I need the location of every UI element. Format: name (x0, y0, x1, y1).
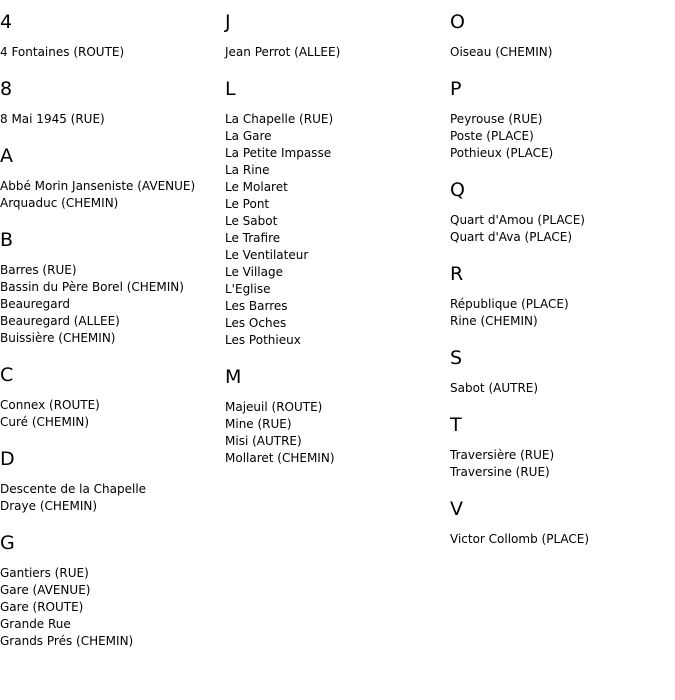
street-list (0, 397, 225, 431)
street-link[interactable]: Traversine (RUE) (450, 465, 550, 479)
street-link[interactable]: Beauregard (ALLEE) (0, 314, 120, 328)
letter-group (0, 144, 225, 212)
letter-heading: S (450, 347, 463, 369)
street-link[interactable]: La Chapelle (RUE) (225, 112, 334, 126)
street-link[interactable]: Quart d'Amou (PLACE) (450, 213, 585, 227)
letter-heading: C (0, 364, 14, 386)
street-link[interactable]: Peyrouse (RUE) (450, 112, 543, 126)
street-link[interactable]: Le Village (225, 265, 283, 279)
street-index-column-2 (225, 0, 450, 483)
street-link[interactable]: Misi (AUTRE) (225, 434, 302, 448)
street-list (225, 399, 450, 467)
street-link[interactable]: République (PLACE) (450, 297, 569, 311)
street-link[interactable]: Arquaduc (CHEMIN) (0, 196, 119, 210)
street-link[interactable]: Les Pothieux (225, 333, 301, 347)
street-link[interactable]: Poste (PLACE) (450, 129, 534, 143)
letter-heading: R (450, 263, 464, 285)
street-link[interactable]: Le Ventilateur (225, 248, 309, 262)
letter-heading: P (450, 78, 462, 100)
street-link[interactable]: Bassin du Père Borel (CHEMIN) (0, 280, 184, 294)
street-list (0, 481, 225, 515)
letter-group (0, 77, 225, 128)
letter-group (225, 77, 450, 349)
street-index-column-1 (0, 0, 225, 666)
street-link[interactable]: Barres (RUE) (0, 263, 77, 277)
street-list (225, 44, 450, 61)
letter-group (450, 77, 675, 162)
letter-heading: Q (450, 179, 465, 201)
letter-heading: O (450, 11, 465, 33)
street-link[interactable]: Les Oches (225, 316, 287, 330)
street-link[interactable]: Gare (ROUTE) (0, 600, 84, 614)
street-link[interactable]: Mollaret (CHEMIN) (225, 451, 335, 465)
street-link[interactable]: L'Eglise (225, 282, 271, 296)
street-link[interactable]: Draye (CHEMIN) (0, 499, 98, 513)
letter-heading: T (450, 414, 462, 436)
letter-heading: L (225, 78, 236, 100)
street-link[interactable]: Jean Perrot (ALLEE) (225, 45, 341, 59)
street-list (0, 262, 225, 347)
street-list (450, 111, 675, 162)
street-list (450, 447, 675, 481)
street-link[interactable]: Connex (ROUTE) (0, 398, 100, 412)
street-link[interactable]: Gare (AVENUE) (0, 583, 91, 597)
street-link[interactable]: Victor Collomb (PLACE) (450, 532, 590, 546)
street-link[interactable]: Majeuil (ROUTE) (225, 400, 323, 414)
letter-group (0, 447, 225, 515)
letter-heading: D (0, 448, 15, 470)
street-link[interactable]: Gantiers (RUE) (0, 566, 89, 580)
street-link[interactable]: Pothieux (PLACE) (450, 146, 554, 160)
street-list (0, 565, 225, 650)
street-link[interactable]: 8 Mai 1945 (RUE) (0, 112, 105, 126)
letter-group (450, 10, 675, 61)
street-link[interactable]: Quart d'Ava (PLACE) (450, 230, 573, 244)
letter-group (450, 413, 675, 481)
street-list (450, 44, 675, 61)
street-link[interactable]: Le Trafire (225, 231, 281, 245)
street-link[interactable]: Les Barres (225, 299, 288, 313)
street-link[interactable]: Grands Prés (CHEMIN) (0, 634, 134, 648)
letter-heading: B (0, 229, 14, 251)
letter-heading: 4 (0, 11, 13, 33)
letter-heading: A (0, 145, 13, 167)
letter-group (450, 346, 675, 397)
letter-heading: G (0, 532, 15, 554)
street-link[interactable]: Mine (RUE) (225, 417, 292, 431)
letter-group (0, 531, 225, 650)
letter-group (450, 178, 675, 246)
street-link[interactable]: Abbé Morin Janseniste (AVENUE) (0, 179, 196, 193)
street-link[interactable]: Le Sabot (225, 214, 278, 228)
letter-group (225, 365, 450, 467)
street-link[interactable]: Grande Rue (0, 617, 71, 631)
street-link[interactable]: La Rine (225, 163, 270, 177)
letter-group (0, 228, 225, 347)
letter-group (0, 10, 225, 61)
letter-group (450, 497, 675, 548)
letter-heading: V (450, 498, 463, 520)
letter-heading: 8 (0, 78, 13, 100)
street-index-column-3 (450, 0, 675, 564)
letter-group (450, 262, 675, 330)
street-list (450, 296, 675, 330)
street-list (450, 380, 675, 397)
letter-group (0, 363, 225, 431)
street-link[interactable]: Curé (CHEMIN) (0, 415, 90, 429)
letter-heading: M (225, 366, 242, 388)
street-link[interactable]: Beauregard (0, 297, 70, 311)
street-link[interactable]: La Petite Impasse (225, 146, 332, 160)
letter-group (225, 10, 450, 61)
street-list (0, 111, 225, 128)
street-link[interactable]: Rine (CHEMIN) (450, 314, 538, 328)
street-link[interactable]: Sabot (AUTRE) (450, 381, 539, 395)
street-link[interactable]: Descente de la Chapelle (0, 482, 147, 496)
street-link[interactable]: Le Molaret (225, 180, 288, 194)
street-list (450, 212, 675, 246)
street-link[interactable]: Le Pont (225, 197, 270, 211)
street-list (225, 111, 450, 349)
street-list (0, 178, 225, 212)
street-link[interactable]: 4 Fontaines (ROUTE) (0, 45, 125, 59)
street-list (450, 531, 675, 548)
street-link[interactable]: Traversière (RUE) (450, 448, 555, 462)
street-link[interactable]: La Gare (225, 129, 272, 143)
street-link[interactable]: Oiseau (CHEMIN) (450, 45, 553, 59)
street-list (0, 44, 225, 61)
letter-heading: J (225, 11, 231, 33)
street-link[interactable]: Buissière (CHEMIN) (0, 331, 116, 345)
